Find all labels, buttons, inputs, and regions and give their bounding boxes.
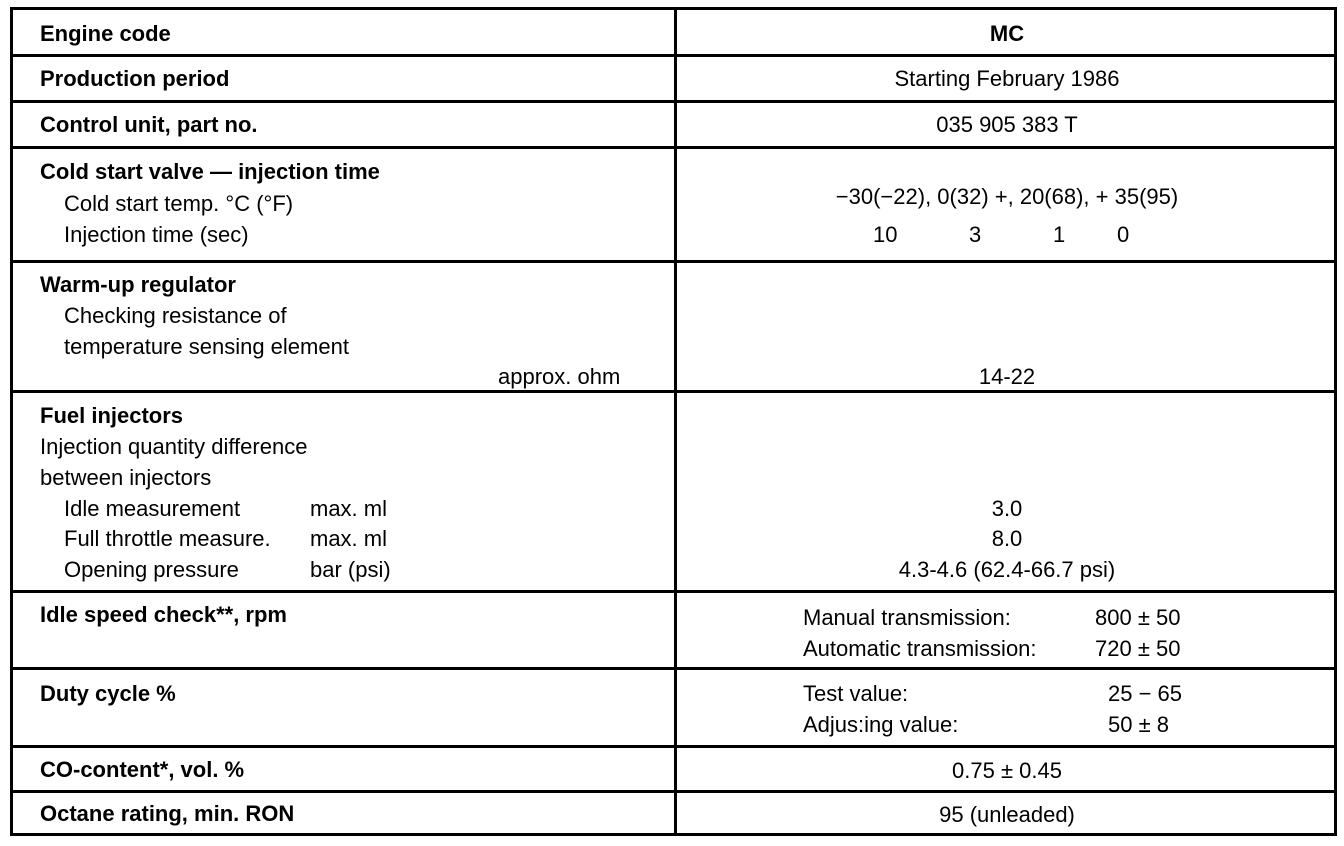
opening-pressure-unit: bar (psi): [310, 557, 391, 582]
injection-time-value: 1: [1053, 222, 1066, 247]
warmup-value: 14-22: [978, 364, 1036, 389]
idle-measurement-label: Idle measurement: [64, 496, 241, 521]
octane-label: Octane rating, min. RON: [40, 801, 295, 826]
cold-start-temp-value: −30(−22), 0(32) +, 20(68), + 35(95): [835, 184, 1179, 209]
injectors-line1: Injection quantity difference: [40, 434, 308, 459]
control-unit-value: 035 905 383 T: [936, 112, 1078, 137]
adjusting-value-label: Adjus:ing value:: [803, 712, 959, 737]
spec-table: [10, 7, 1337, 836]
automatic-transmission-value: 720 ± 50: [1095, 636, 1181, 661]
injection-time-value: 3: [969, 222, 982, 247]
full-throttle-value: 8.0: [991, 526, 1023, 551]
adjusting-value: 50 ± 8: [1108, 712, 1170, 737]
opening-pressure-value: 4.3-4.6 (62.4-66.7 psi): [898, 557, 1116, 582]
automatic-transmission-label: Automatic transmission:: [803, 636, 1037, 661]
engine-code-value: MC: [989, 21, 1025, 46]
opening-pressure-label: Opening pressure: [64, 557, 239, 582]
production-period-label: Production period: [40, 66, 230, 91]
cold-start-label: Cold start valve — injection time: [40, 159, 380, 184]
manual-transmission-value: 800 ± 50: [1095, 605, 1181, 630]
warmup-label: Warm-up regulator: [40, 272, 236, 297]
idle-measurement-value: 3.0: [991, 496, 1023, 521]
octane-value: 95 (unleaded): [939, 802, 1075, 827]
injectors-line2: between injectors: [40, 465, 212, 490]
injection-time-label: Injection time (sec): [64, 222, 249, 247]
co-content-label: CO-content*, vol. %: [40, 757, 245, 782]
warmup-line1: Checking resistance of: [64, 303, 287, 328]
warmup-unit: approx. ohm: [498, 364, 621, 389]
full-throttle-label: Full throttle measure.: [64, 526, 271, 551]
engine-code-label: Engine code: [40, 21, 171, 46]
column-divider: [674, 10, 677, 833]
cold-start-temp-label: Cold start temp. °C (°F): [64, 191, 294, 216]
test-value-label: Test value:: [803, 681, 909, 706]
production-period-value: Starting February 1986: [894, 66, 1120, 91]
manual-transmission-label: Manual transmission:: [803, 605, 1011, 630]
warmup-line2: temperature sensing element: [64, 334, 349, 359]
idle-measurement-unit: max. ml: [310, 496, 387, 521]
duty-cycle-label: Duty cycle %: [40, 681, 176, 706]
co-content-value: 0.75 ± 0.45: [952, 758, 1062, 783]
injection-time-value: 10: [873, 222, 898, 247]
injectors-label: Fuel injectors: [40, 403, 184, 428]
control-unit-label: Control unit, part no.: [40, 112, 258, 137]
full-throttle-unit: max. ml: [310, 526, 387, 551]
idle-speed-label: Idle speed check**, rpm: [40, 602, 287, 627]
test-value: 25 − 65: [1108, 681, 1183, 706]
injection-time-value: 0: [1117, 222, 1130, 247]
